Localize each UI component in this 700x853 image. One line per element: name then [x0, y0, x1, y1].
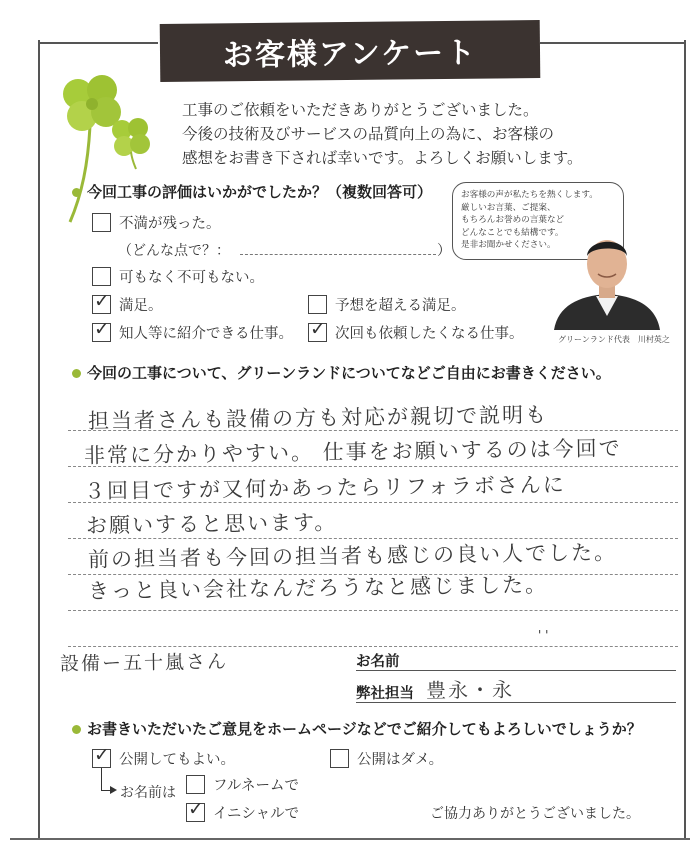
bubble-line: もちろんお誉めの言葉など [461, 215, 565, 226]
option-recommendable[interactable] [92, 318, 293, 343]
checkbox[interactable] [92, 213, 111, 232]
checkbox[interactable] [330, 749, 349, 768]
staff-field[interactable] [356, 702, 676, 703]
president-photo [548, 226, 666, 330]
border-left [38, 40, 40, 840]
checkbox-checked[interactable] [186, 798, 205, 822]
option-label: 公開してもよい。 [119, 752, 235, 768]
option-publish-ng[interactable] [330, 748, 443, 769]
intro-line: 今後の技術及びサービスの品質向上の為に、お客様の [182, 125, 555, 143]
border-right [684, 40, 686, 840]
q3-heading-text: お書きいただいたご意見をホームページなどでご紹介してもよろしいでしょうか？ [87, 720, 642, 738]
bullet-dot-icon [72, 725, 81, 734]
staff-value: 豊永・永 [425, 677, 515, 703]
handwritten-comment-line: きっと良い会社なんだろうなと感じました。 [87, 572, 549, 604]
checkbox-checked[interactable] [92, 290, 111, 314]
writing-rule [68, 610, 678, 611]
check-mark-icon: ✓ [94, 290, 110, 312]
handwritten-comment-line: 担当者さんも設備の方も対応が親切で説明も [87, 402, 549, 434]
intro-line: 工事のご依頼をいただきありがとうございました。 [182, 101, 539, 119]
intro-line: 感想をお書き下されば幸いです。よろしくお願いします。 [182, 149, 583, 167]
bullet-dot-icon [72, 369, 81, 378]
q1-heading-text: 今回工事の評価はいかがでしたか？（複数回答可） [87, 183, 433, 201]
option-label: 公開はダメ。 [357, 752, 444, 768]
thanks-text: ご協力ありがとうございました。 [430, 806, 640, 822]
checkbox-checked[interactable] [92, 744, 111, 768]
q2-heading-text: 今回の工事について、グリーンランドについてなどご自由にお書きください。 [87, 364, 611, 382]
bubble-line: どんなことでも結構です。 [461, 227, 564, 238]
q3-heading [72, 718, 642, 739]
option-label: 知人等に紹介できる仕事。 [119, 326, 293, 342]
checkbox[interactable] [92, 267, 111, 286]
handwritten-margin-note: 設備ー五十嵐さん [59, 650, 229, 676]
q2-heading [72, 362, 611, 383]
checkbox[interactable] [186, 775, 205, 794]
president-caption: グリーンランド代表 川村英之 [558, 335, 670, 344]
bubble-line: お客様の声が私たちを熱くします。 [461, 190, 598, 200]
handwritten-comment-line: 非常に分かりやすい。 仕事をお願いするのは今回で [83, 436, 622, 468]
option-initials[interactable] [186, 798, 300, 823]
option-satisfied[interactable] [92, 290, 163, 315]
name-field[interactable] [356, 670, 676, 671]
check-mark-icon: ✓ [188, 798, 204, 820]
handwritten-comment-line: ３回目ですが又何かあったらリフォラボさんに [83, 472, 566, 504]
option-label: イニシャルで [213, 806, 300, 822]
handwritten-comment-line: お願いすると思います。 [85, 510, 338, 538]
checkbox-checked[interactable] [92, 318, 111, 342]
option-label: 不満が残った。 [119, 216, 221, 232]
border-top-left [38, 42, 158, 44]
option-request-again[interactable] [308, 318, 524, 343]
page-title: お客様アンケート [160, 20, 541, 82]
q1-heading [72, 181, 432, 202]
bullet-dot-icon [72, 188, 81, 197]
option-label: 予想を超える満足。 [335, 298, 466, 314]
check-mark-icon: ✓ [94, 744, 110, 766]
option-beyond-expectation[interactable] [308, 294, 466, 315]
option-label: 満足。 [119, 298, 163, 314]
intro-text [182, 98, 583, 170]
name-label: お名前 [356, 654, 400, 670]
bubble-line: 是非お聞かせください。 [461, 240, 556, 251]
small-clover-icon [106, 114, 156, 170]
check-mark-icon: ✓ [94, 318, 110, 340]
which-points-open: （どんな点で？： [118, 243, 230, 259]
option-full-name[interactable] [186, 774, 299, 795]
border-bottom [10, 838, 690, 840]
which-points-line[interactable] [240, 254, 436, 255]
staff-label: 弊社担当 [356, 686, 414, 702]
checkbox[interactable] [308, 295, 327, 314]
checkbox-checked[interactable] [308, 318, 327, 342]
arrow-right-icon [110, 786, 117, 794]
option-dissatisfied[interactable] [92, 212, 221, 233]
handwritten-comment-line: 前の担当者も今回の担当者も感じの良い人でした。 [87, 540, 618, 572]
bubble-line: 厳しいお言葉、ご提案、 [461, 202, 556, 213]
option-label: 次回も依頼したくなる仕事。 [335, 326, 524, 342]
border-top-right [540, 42, 686, 44]
option-neutral[interactable] [92, 266, 264, 287]
name-is-label: お名前は [120, 785, 176, 801]
which-points-close: ） [437, 243, 451, 259]
arrow-line [101, 768, 102, 790]
option-label: 可もなく不可もない。 [119, 270, 264, 286]
check-mark-icon: ✓ [310, 318, 326, 340]
name-mark: ' ' [538, 628, 549, 642]
option-label: フルネームで [213, 778, 299, 794]
option-publish-ok[interactable] [92, 744, 235, 769]
